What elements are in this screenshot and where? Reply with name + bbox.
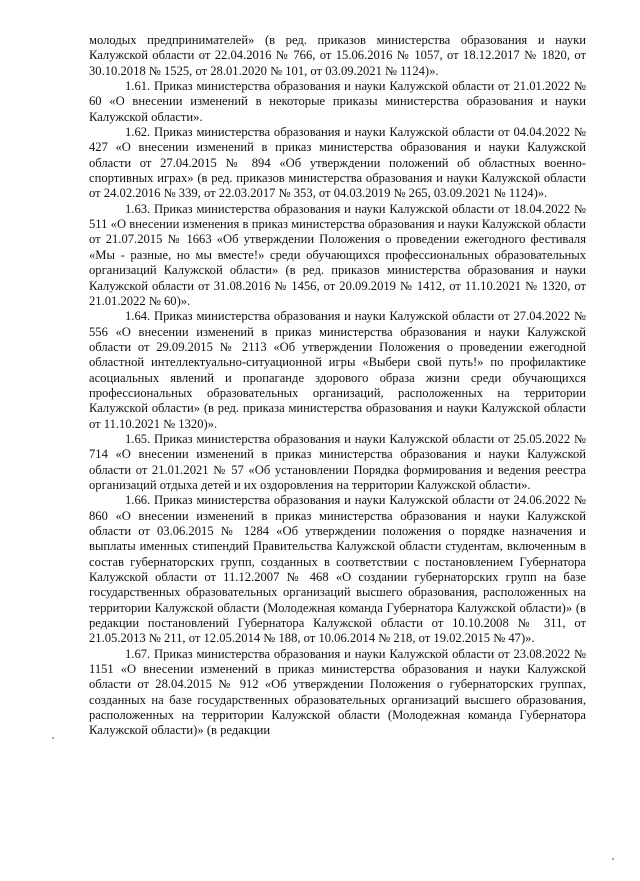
paragraph-1-65: 1.65. Приказ министерства образования и науки Калужской области от 25.05.2022 № 714 «О внесении изменений в приказ министерства образования и науки Калужской области от 21.01.2021 № 57 «Об установлении Порядка формирования и ведения реестра организаций отдыха детей и их оздоровления на территории Калужской области». [89, 431, 586, 492]
paragraph-1-63: 1.63. Приказ министерства образования и науки Калужской области от 18.04.2022 № 511 «О внесении изменения в приказ министерства образования и науки Калужской области от 21.07.2015 № 1663 «Об утверждении Положения о проведении ежегодного фестиваля «Мы - разные, но мы вместе!» среди обучающихся профессиональных образовательных организаций Калужской области» (в ред. приказов министерства образования и науки Калужской области от 31.08.2016 № 1456, от 20.09.2019 № 1412, от 11.10.2021 № 1320, от 21.01.2022 № 60)». [89, 201, 586, 308]
paragraph-1-62: 1.62. Приказ министерства образования и науки Калужской области от 04.04.2022 № 427 «О внесении изменений в приказ министерства образования и науки Калужской области от 27.04.2015 № 894 «Об утверждении положений об областных военно-спортивных играх» (в ред. приказов министерства образования и науки Калужской области от 24.02.2016 № 339, от 22.03.2017 № 353, от 04.03.2019 № 265, 03.09.2021 № 1124)». [89, 125, 586, 201]
paragraph-1-61: 1.61. Приказ министерства образования и науки Калужской области от 21.01.2022 № 60 «О внесении изменений в некоторые приказы министерства образования и науки Калужской области». [89, 79, 586, 124]
scan-speck [52, 737, 54, 739]
paragraph-1-66: 1.66. Приказ министерства образования и науки Калужской области от 24.06.2022 № 860 «О внесении изменений в приказ министерства образования и науки Калужской области от 03.06.2015 № 1284 «Об утверждении положения о порядке назначения и выплаты именных стипендий Правительства Калужской области студентам, включенным в состав губернаторских групп, созданных в соответствии с постановлением Губернатора Калужской области от 11.12.2007 № 468 «О создании губернаторских групп на базе государственных образовательных организаций высшего образования, расположенных на территории Калужской области (Молодежная команда Губернатора Калужской области)» (в редакции постановлений Губернатора Калужской области от 10.10.2008 № 311, от 21.05.2013 № 211, от 12.05.2014 № 188, от 10.06.2014 № 218, от 19.02.2015 № 47)». [89, 493, 586, 646]
document-body [89, 33, 586, 739]
paragraph-1-67: 1.67. Приказ министерства образования и науки Калужской области от 23.08.2022 № 1151 «О внесении изменений в приказ министерства образования и науки Калужской области от 28.04.2015 № 912 «Об утверждении Положения о губернаторских группах, созданных на базе государственных образовательных организаций высшего образования, расположенных на территории Калужской области (Молодежная команда Губернатора Калужской области)» (в редакции [89, 646, 586, 738]
scan-speck [612, 858, 614, 860]
paragraph-1-64: 1.64. Приказ министерства образования и науки Калужской области от 27.04.2022 № 556 «О внесении изменений в приказ министерства образования и науки Калужской области от 29.09.2015 № 2113 «Об утверждении Положения о проведении ежегодной областной интеллектуально-ситуационной игры «Выбери свой путь!» по профилактике асоциальных явлений и пропаганде здорового образа жизни среди обучающихся профессиональных образовательных организаций, расположенных на территории Калужской области» (в ред. приказа министерства образования и науки Калужской области от 11.10.2021 № 1320)». [89, 309, 586, 431]
paragraph-continuation: молодых предпринимателей» (в ред. приказов министерства образования и науки Калужской области от 22.04.2016 № 766, от 15.06.2016 № 1057, от 18.12.2017 № 1820, от 30.10.2018 № 1525, от 28.01.2020 № 101, от 03.09.2021 № 1124)». [89, 33, 586, 78]
